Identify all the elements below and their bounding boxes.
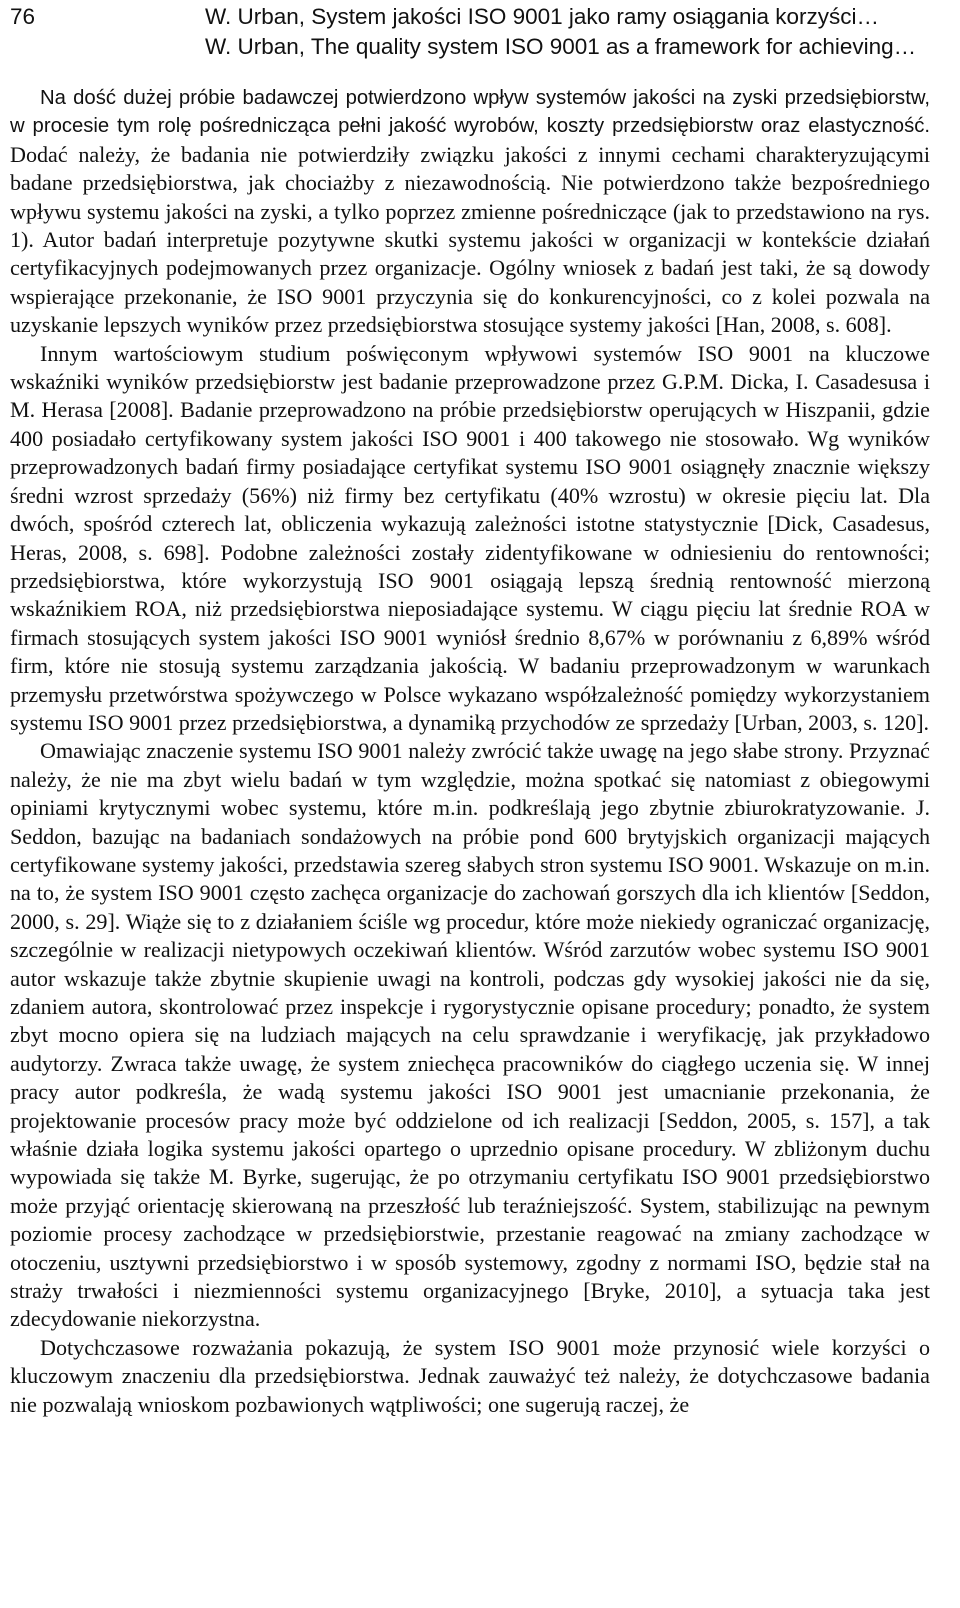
paragraph-2: Innym wartościowym studium poświęconym wpływowi systemów ISO 9001 na kluczowe wskaźniki wyników przedsiębiorstw jest badanie przeprowadzone przez G.P.M. Dicka, I. Casadesusa i M. Herasa [2008]. Badanie przeprowadzono na próbie przedsiębiorstw operujących w Hiszpanii, gdzie 400 posiadało certyfikowany system jakości ISO 9001 i 400 takowego nie stosowało. Wg wyników przeprowadzonych badań firmy posiadające certyfikat systemu ISO 9001 osiągnęły znacznie większy średni wzrost sprzedaży (56%) niż firmy bez certyfikatu (40% wzrostu) w okresie pięciu lat. Dla dwóch, spośród czterech lat, obliczenia wykazują zależności istotne statystycznie [Dick, Casadesus, Heras, 2008, s. 698]. Podobne zależności zostały zidentyfikowane w odniesieniu do rentowności; przedsiębiorstwa, które wykorzystują ISO 9001 osiągają lepszą średnią rentowność mierzoną wskaźnikiem ROA, niż przedsiębiorstwa nieposiadające systemu. W ciągu pięciu lat średnie ROA w firmach stosujących system jakości ISO 9001 wyniósł średnio 8,67% w porównaniu z 6,89% wśród firm, które nie stosują systemu zarządzania jakością. W badaniu przeprowadzonym w warunkach przemysłu przetwórstwa spożywczego w Polsce wykazano współzależność pomiędzy wykorzystaniem systemu ISO 9001 przez przedsiębiorstwa, a dynamiką przychodów ze sprzedaży [Urban, 2003, s. 120]. [10, 340, 930, 735]
page-number: 76 [10, 4, 36, 29]
paragraph-1 [10, 84, 930, 340]
running-title-polish: W. Urban, System jakości ISO 9001 jako ramy osiągania korzyści… [205, 4, 880, 29]
article-body [10, 84, 930, 1419]
running-title-english: W. Urban, The quality system ISO 9001 as a framework for achieving… [205, 34, 917, 59]
paragraph-3: Omawiając znaczenie systemu ISO 9001 należy zwrócić także uwagę na jego słabe strony. Przyznać należy, że nie ma zbyt wielu badań w tym względzie, można spotkać się natomiast z obiegowymi opiniami krytycznymi wobec systemu, które m.in. podkreślają jego zbytnie zbiurokratyzowanie. J. Seddon, bazując na badaniach sondażowych na próbie pond 600 brytyjskich organizacji mających certyfikowane systemy jakości, przedstawia szereg słabych stron systemu ISO 9001. Wskazuje on m.in. na to, że system ISO 9001 często zachęca organizacje do zachowań gorszych dla ich klientów [Seddon, 2000, s. 29]. Wiąże się to z działaniem ściśle wg procedur, które może niekiedy ograniczać organizację, szczególnie w realizacji nietypowych oczekiwań klientów. Wśród zarzutów wobec systemu ISO 9001 autor wskazuje także zbytnie skupienie uwagi na kontroli, podczas gdy wysokiej jakości nie da się, zdaniem autora, skontrolować przez inspekcje i rygorystycznie opisane procedury; ponadto, że system zbyt mocno opiera się na ludziach mających na celu sprawdzanie i weryfikację, jak przykładowo audytorzy. Zwraca także uwagę, że system zniechęca pracowników do ciągłego uczenia się. W innej pracy autor podkreśla, że wadą systemu jakości ISO 9001 jest umacnianie przekonania, że projektowanie procesów pracy może być oddzielone od ich realizacji [Seddon, 2005, s. 157], a tak właśnie działa logika systemu jakości opartego o uprzednio opisane procedury. W zbliżonym duchu wypowiada się także M. Byrke, sugerując, że po otrzymaniu certyfikatu ISO 9001 przedsiębiorstwo może przyjąć orientację skierowaną na przeszłość lub teraźniejszość. System, stabilizując na pewnym poziomie procesy zachodzące w przedsiębiorstwie, przestanie reagować na zmiany zachodzące w otoczeniu, usztywni przedsiębiorstwo i w sposób systemowy, zgodny z normami ISO, będzie stał na straży trwałości i niezmienności systemu organizacyjnego [Bryke, 2010], a sytuacja taka jest zdecydowanie niekorzystna. [10, 738, 930, 1332]
paragraph-1-rest: Dodać należy, że badania nie potwierdziły związku jakości z innymi cechami charakteryzującymi badane przedsiębiorstwa, jak chociażby z niezawodnością. Nie potwierdzono także bezpośredniego wpływu systemu jakości na zyski, a tylko poprzez zmienne pośredniczące (jak to przedstawiono na rys. 1). Autor badań interpretuje pozytywne skutki systemu jakości w organizacji w kontekście działań certyfikacyjnych podejmowanych przez organizacje. Ogólny wniosek z badań jest taki, że są dowody wspierające przekonanie, że ISO 9001 przyczynia się do konkurencyjności, co z kolei pozwala na uzyskanie lepszych wyników przez przedsiębiorstwa stosujące systemy jakości [Han, 2008, s. 608]. [10, 141, 930, 338]
paragraph-4: Dotychczasowe rozważania pokazują, że system ISO 9001 może przynosić wiele korzyści o kluczowym znaczeniu dla przedsiębiorstwa. Jednak zauważyć też należy, że dotychczasowe badania nie pozwalają wnioskom pozbawionych wątpliwości; one sugerują raczej, że [10, 1334, 930, 1417]
running-header [10, 0, 950, 66]
paragraph-1-intro: Na dość dużej próbie badawczej potwierdzono wpływ systemów jakości na zyski przedsiębiorstw, w procesie tym rolę pośrednicząca pełni jakość wyrobów, koszty przedsiębiorstw oraz elastyczność. [10, 87, 930, 138]
